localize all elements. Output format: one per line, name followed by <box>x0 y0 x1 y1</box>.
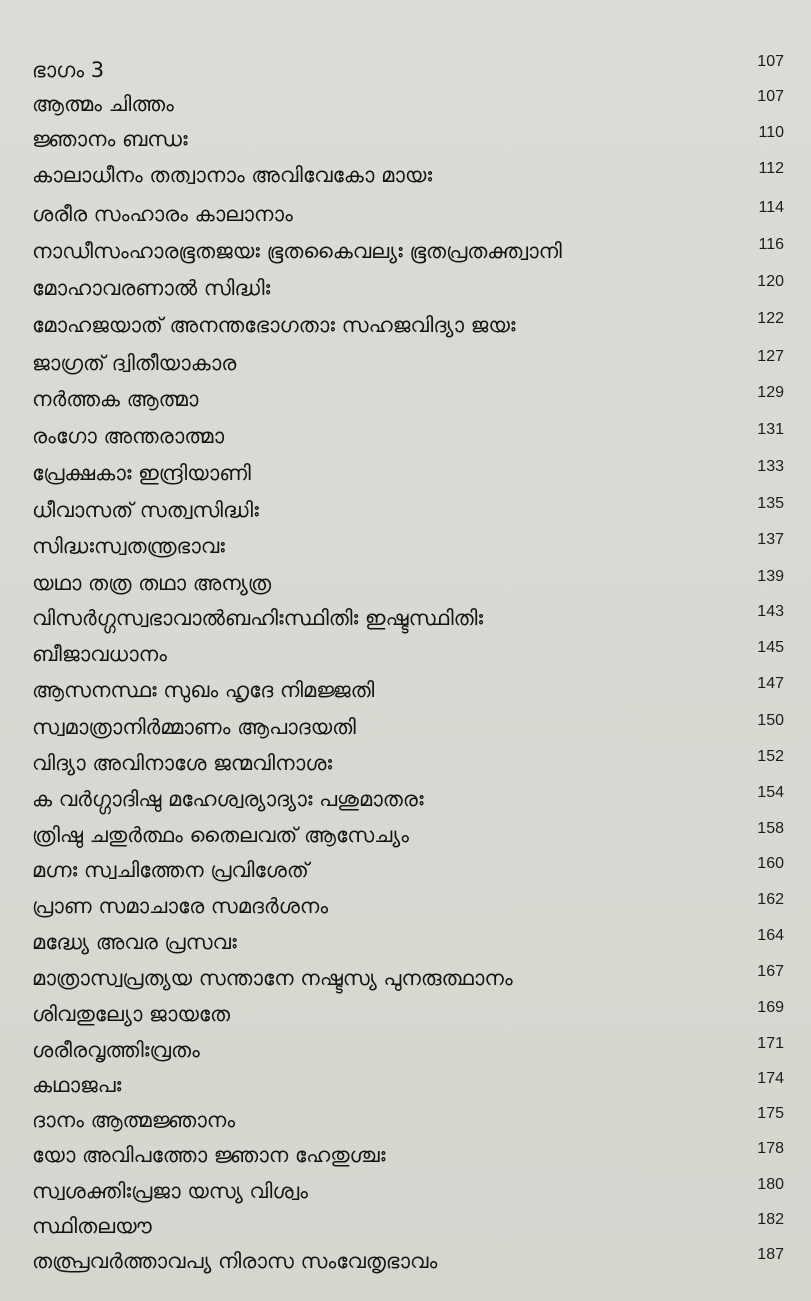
toc-entry <box>0 1032 811 1068</box>
toc-entry <box>0 709 811 745</box>
toc-entry-page-number: 116 <box>758 236 784 253</box>
toc-entry-title: വിദ്യാ അവിനാശേ ജന്മവിനാശഃ <box>32 751 333 775</box>
toc-entry-page-number: 174 <box>757 1070 784 1087</box>
toc-entry-page-number: 167 <box>757 963 784 980</box>
toc-entry-page-number: 137 <box>757 531 784 548</box>
toc-entry-title: ക വർഗ്ഗാദിഷു മഹേശ്വര്യാദ്യാഃ പശുമാതരഃ <box>32 787 424 811</box>
toc-entry-page-number: 129 <box>757 384 784 401</box>
toc-entry-title: നാഡീസംഹാരഭൂതജയഃ ഭൂതകൈവല്യഃ ഭൂതപ്രതക്ത്വാനി <box>32 239 562 263</box>
toc-entry <box>0 233 811 269</box>
toc-entry-page-number: 135 <box>757 495 784 512</box>
toc-entry <box>0 1102 811 1138</box>
toc-entry-page-number: 143 <box>757 603 784 620</box>
toc-entry-page-number: 107 <box>757 53 784 70</box>
toc-entry <box>0 121 811 157</box>
toc-entry <box>0 600 811 636</box>
toc-entry-title: പ്രേക്ഷകാഃ ഇന്ദ്രിയാണി <box>32 461 251 485</box>
toc-entry-page-number: 178 <box>757 1140 784 1157</box>
toc-entry-page-number: 122 <box>757 310 784 327</box>
toc-entry-page-number: 164 <box>757 927 784 944</box>
toc-entry <box>0 52 811 88</box>
toc-entry-title: യോ അവിപത്തോ ജ്ഞാന ഹേതുശ്ചഃ <box>32 1143 386 1167</box>
toc-entry <box>0 492 811 528</box>
toc-entry <box>0 745 811 781</box>
toc-entry-title: തത്പ്രവർത്താവപ്യ നിരാസ സംവേതൃഭാവം <box>32 1249 438 1273</box>
toc-entry-page-number: 152 <box>757 748 784 765</box>
toc-entry-title: മോഹജയാത് അനന്തഭോഗതാഃ സഹജവിദ്യാ ജയഃ <box>32 313 516 337</box>
toc-entry-page-number: 158 <box>757 820 784 837</box>
toc-entry-title: ബീജാവധാനം <box>32 642 167 666</box>
toc-entry <box>0 157 811 193</box>
toc-entry <box>0 672 811 708</box>
toc-entry-page-number: 187 <box>757 1246 784 1263</box>
toc-entry-title: ഭാഗം 3 <box>32 58 105 82</box>
toc-entry-page-number: 150 <box>757 712 784 729</box>
toc-entry-title: മഗ്നഃ സ്വചിത്തേന പ്രവിശേത് <box>32 858 309 882</box>
toc-entry-title: സ്ഥിതലയൗ <box>32 1214 152 1238</box>
toc-entry <box>0 455 811 491</box>
toc-entry <box>0 781 811 817</box>
toc-entry-page-number: 162 <box>757 891 784 908</box>
toc-entry-page-number: 131 <box>757 421 784 438</box>
toc-entry-title: ആസനസ്ഥഃ സുഖം ഹൃദേ നിമജ്ജതി <box>32 678 375 702</box>
toc-entry-title: ദാനം ആത്മജ്ഞാനം <box>32 1108 236 1132</box>
toc-entry-title: വിസർഗ്ഗസ്വഭാവാൽബഹിഃസ്ഥിതിഃ ഇഷ്ടസ്ഥിതിഃ <box>32 606 484 630</box>
toc-entry <box>0 852 811 888</box>
toc-entry-title: ജാഗ്രത് ദ്വിതീയാകാര <box>32 351 237 375</box>
toc-entry <box>0 565 811 601</box>
toc-entry-page-number: 145 <box>757 639 784 656</box>
toc-entry <box>0 381 811 417</box>
toc-entry <box>0 888 811 924</box>
toc-entry-page-number: 175 <box>757 1105 784 1122</box>
toc-entry-title: മാത്രാസ്വപ്രത്യയ സന്താനേ നഷ്ടസ്യ പുനരുത്ഥാനം <box>32 966 513 990</box>
toc-entry-page-number: 180 <box>757 1176 784 1193</box>
toc-entry-title: ത്രിഷു ചതുർത്ഥം തൈലവത് ആസേച്യം <box>32 823 409 847</box>
toc-entry-page-number: 169 <box>757 999 784 1016</box>
toc-entry <box>0 528 811 564</box>
toc-entry <box>0 1208 811 1244</box>
toc-entry <box>0 1137 811 1173</box>
toc-entry-page-number: 133 <box>757 458 784 475</box>
toc-entry <box>0 418 811 454</box>
toc-entry <box>0 1243 811 1279</box>
toc-entry-title: സ്വമാത്രാനിർമ്മാണം ആപാദയതി <box>32 715 356 739</box>
toc-entry-page-number: 127 <box>757 348 784 365</box>
toc-entry-page-number: 110 <box>758 124 784 141</box>
toc-entry-page-number: 112 <box>758 160 784 177</box>
toc-entry-title: മദ്ധ്യേ അവര പ്രസവഃ <box>32 930 237 954</box>
toc-entry-page-number: 182 <box>757 1211 784 1228</box>
toc-entry <box>0 86 811 122</box>
toc-entry <box>0 924 811 960</box>
toc-entry-title: ജ്ഞാനം ബന്ധഃ <box>32 127 188 151</box>
toc-entry-title: നർത്തക ആത്മാ <box>32 387 199 411</box>
toc-entry <box>0 636 811 672</box>
toc-entry-page-number: 107 <box>757 88 784 105</box>
toc-entry-page-number: 154 <box>757 784 784 801</box>
toc-entry <box>0 270 811 306</box>
toc-entry-title: ശരീര സംഹാരം കാലാനാം <box>32 202 293 226</box>
toc-entry-page-number: 160 <box>757 855 784 872</box>
toc-entry-title: ശിവതുല്യോ ജായതേ <box>32 1002 231 1026</box>
toc-entry-page-number: 120 <box>757 273 784 290</box>
toc-entry <box>0 817 811 853</box>
toc-entry <box>0 996 811 1032</box>
toc-entry <box>0 960 811 996</box>
toc-entry-title: മോഹാവരണാൽ സിദ്ധിഃ <box>32 276 271 300</box>
toc-entry-title: ധീവാസത് സത്വസിദ്ധിഃ <box>32 498 259 522</box>
toc-entry-title: സിദ്ധഃസ്വതന്ത്രഭാവഃ <box>32 534 225 558</box>
toc-entry-title: രംഗോ അന്തരാത്മാ <box>32 424 225 448</box>
toc-entry <box>0 345 811 381</box>
toc-entry-title: ആത്മം ചിത്തം <box>32 92 174 116</box>
toc-entry-title: കാലാധീനം തത്വാനാം അവിവേകോ മായഃ <box>32 163 433 187</box>
toc-entry <box>0 1067 811 1103</box>
toc-entry-title: ശരീരവൃത്തിഃവ്രതം <box>32 1038 200 1062</box>
toc-entry-page-number: 114 <box>758 199 784 216</box>
toc-entry-page-number: 139 <box>757 568 784 585</box>
toc-entry-title: യഥാ തത്ര തഥാ അന്യത്ര <box>32 571 272 595</box>
toc-entry <box>0 1173 811 1209</box>
toc-entry-title: പ്രാണ സമാചാരേ സമദർശനം <box>32 894 329 918</box>
toc-entry-title: കഥാജപഃ <box>32 1073 122 1097</box>
toc-entry <box>0 196 811 232</box>
toc-entry-page-number: 171 <box>757 1035 784 1052</box>
toc-entry-title: സ്വശക്തിഃപ്രജാ യസ്യ വിശ്വം <box>32 1179 308 1203</box>
toc-entry-page-number: 147 <box>757 675 784 692</box>
toc-entry <box>0 307 811 343</box>
